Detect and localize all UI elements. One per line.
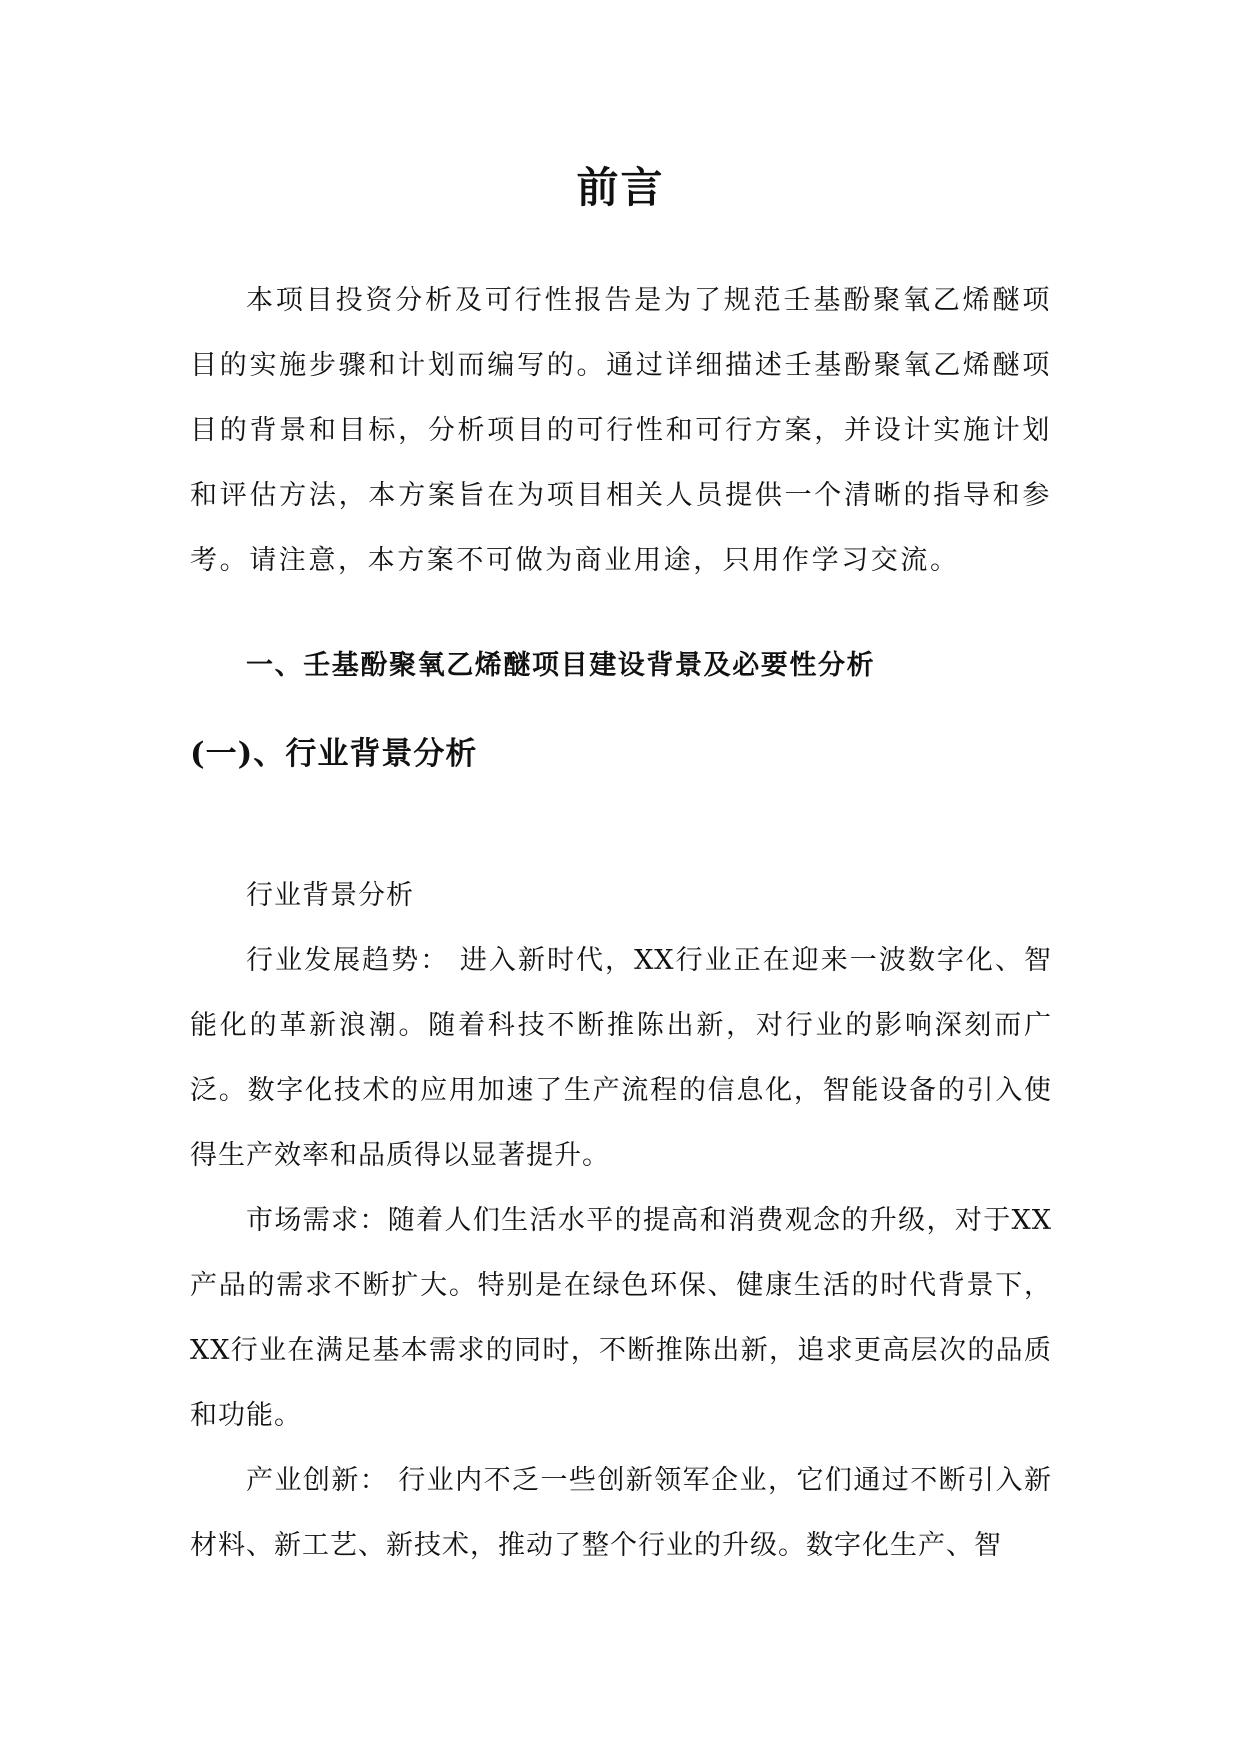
paragraph-industry-innovation: 产业创新： 行业内不乏一些创新领军企业，它们通过不断引入新材料、新工艺、新技术，推动了整个行业的升级。数字化生产、智 (190, 1465, 1052, 1561)
page-title: 前言 (576, 163, 665, 212)
sub-heading: (一)、行业背景分析 (190, 736, 478, 772)
section-label: 行业背景分析 (246, 880, 414, 911)
paragraph-market-demand: 市场需求：随着人们生活水平的提高和消费观念的升级，对于XX产品的需求不断扩大。特别是在绿色环保、健康生活的时代背景下，XX行业在满足基本需求的同时，不断推陈出新，追求更高层次的品质和功能。 (190, 1205, 1052, 1431)
intro-paragraph: 本项目投资分析及可行性报告是为了规范壬基酚聚氧乙烯醚项目的实施步骤和计划而编写的。通过详细描述壬基酚聚氧乙烯醚项目的背景和目标，分析项目的可行性和可行方案，并设计实施计划和评估方法，本方案旨在为项目相关人员提供一个清晰的指导和参考。请注意，本方案不可做为商业用途，只用作学习交流。 (190, 285, 1052, 576)
document-body (190, 268, 1052, 1578)
paragraph-industry-trend: 行业发展趋势： 进入新时代，XX行业正在迎来一波数字化、智能化的革新浪潮。随着科技不断推陈出新，对行业的影响深刻而广泛。数字化技术的应用加速了生产流程的信息化，智能设备的引入使得生产效率和品质得以显著提升。 (190, 945, 1052, 1171)
section-heading: 一、壬基酚聚氧乙烯醚项目建设背景及必要性分析 (246, 650, 876, 681)
